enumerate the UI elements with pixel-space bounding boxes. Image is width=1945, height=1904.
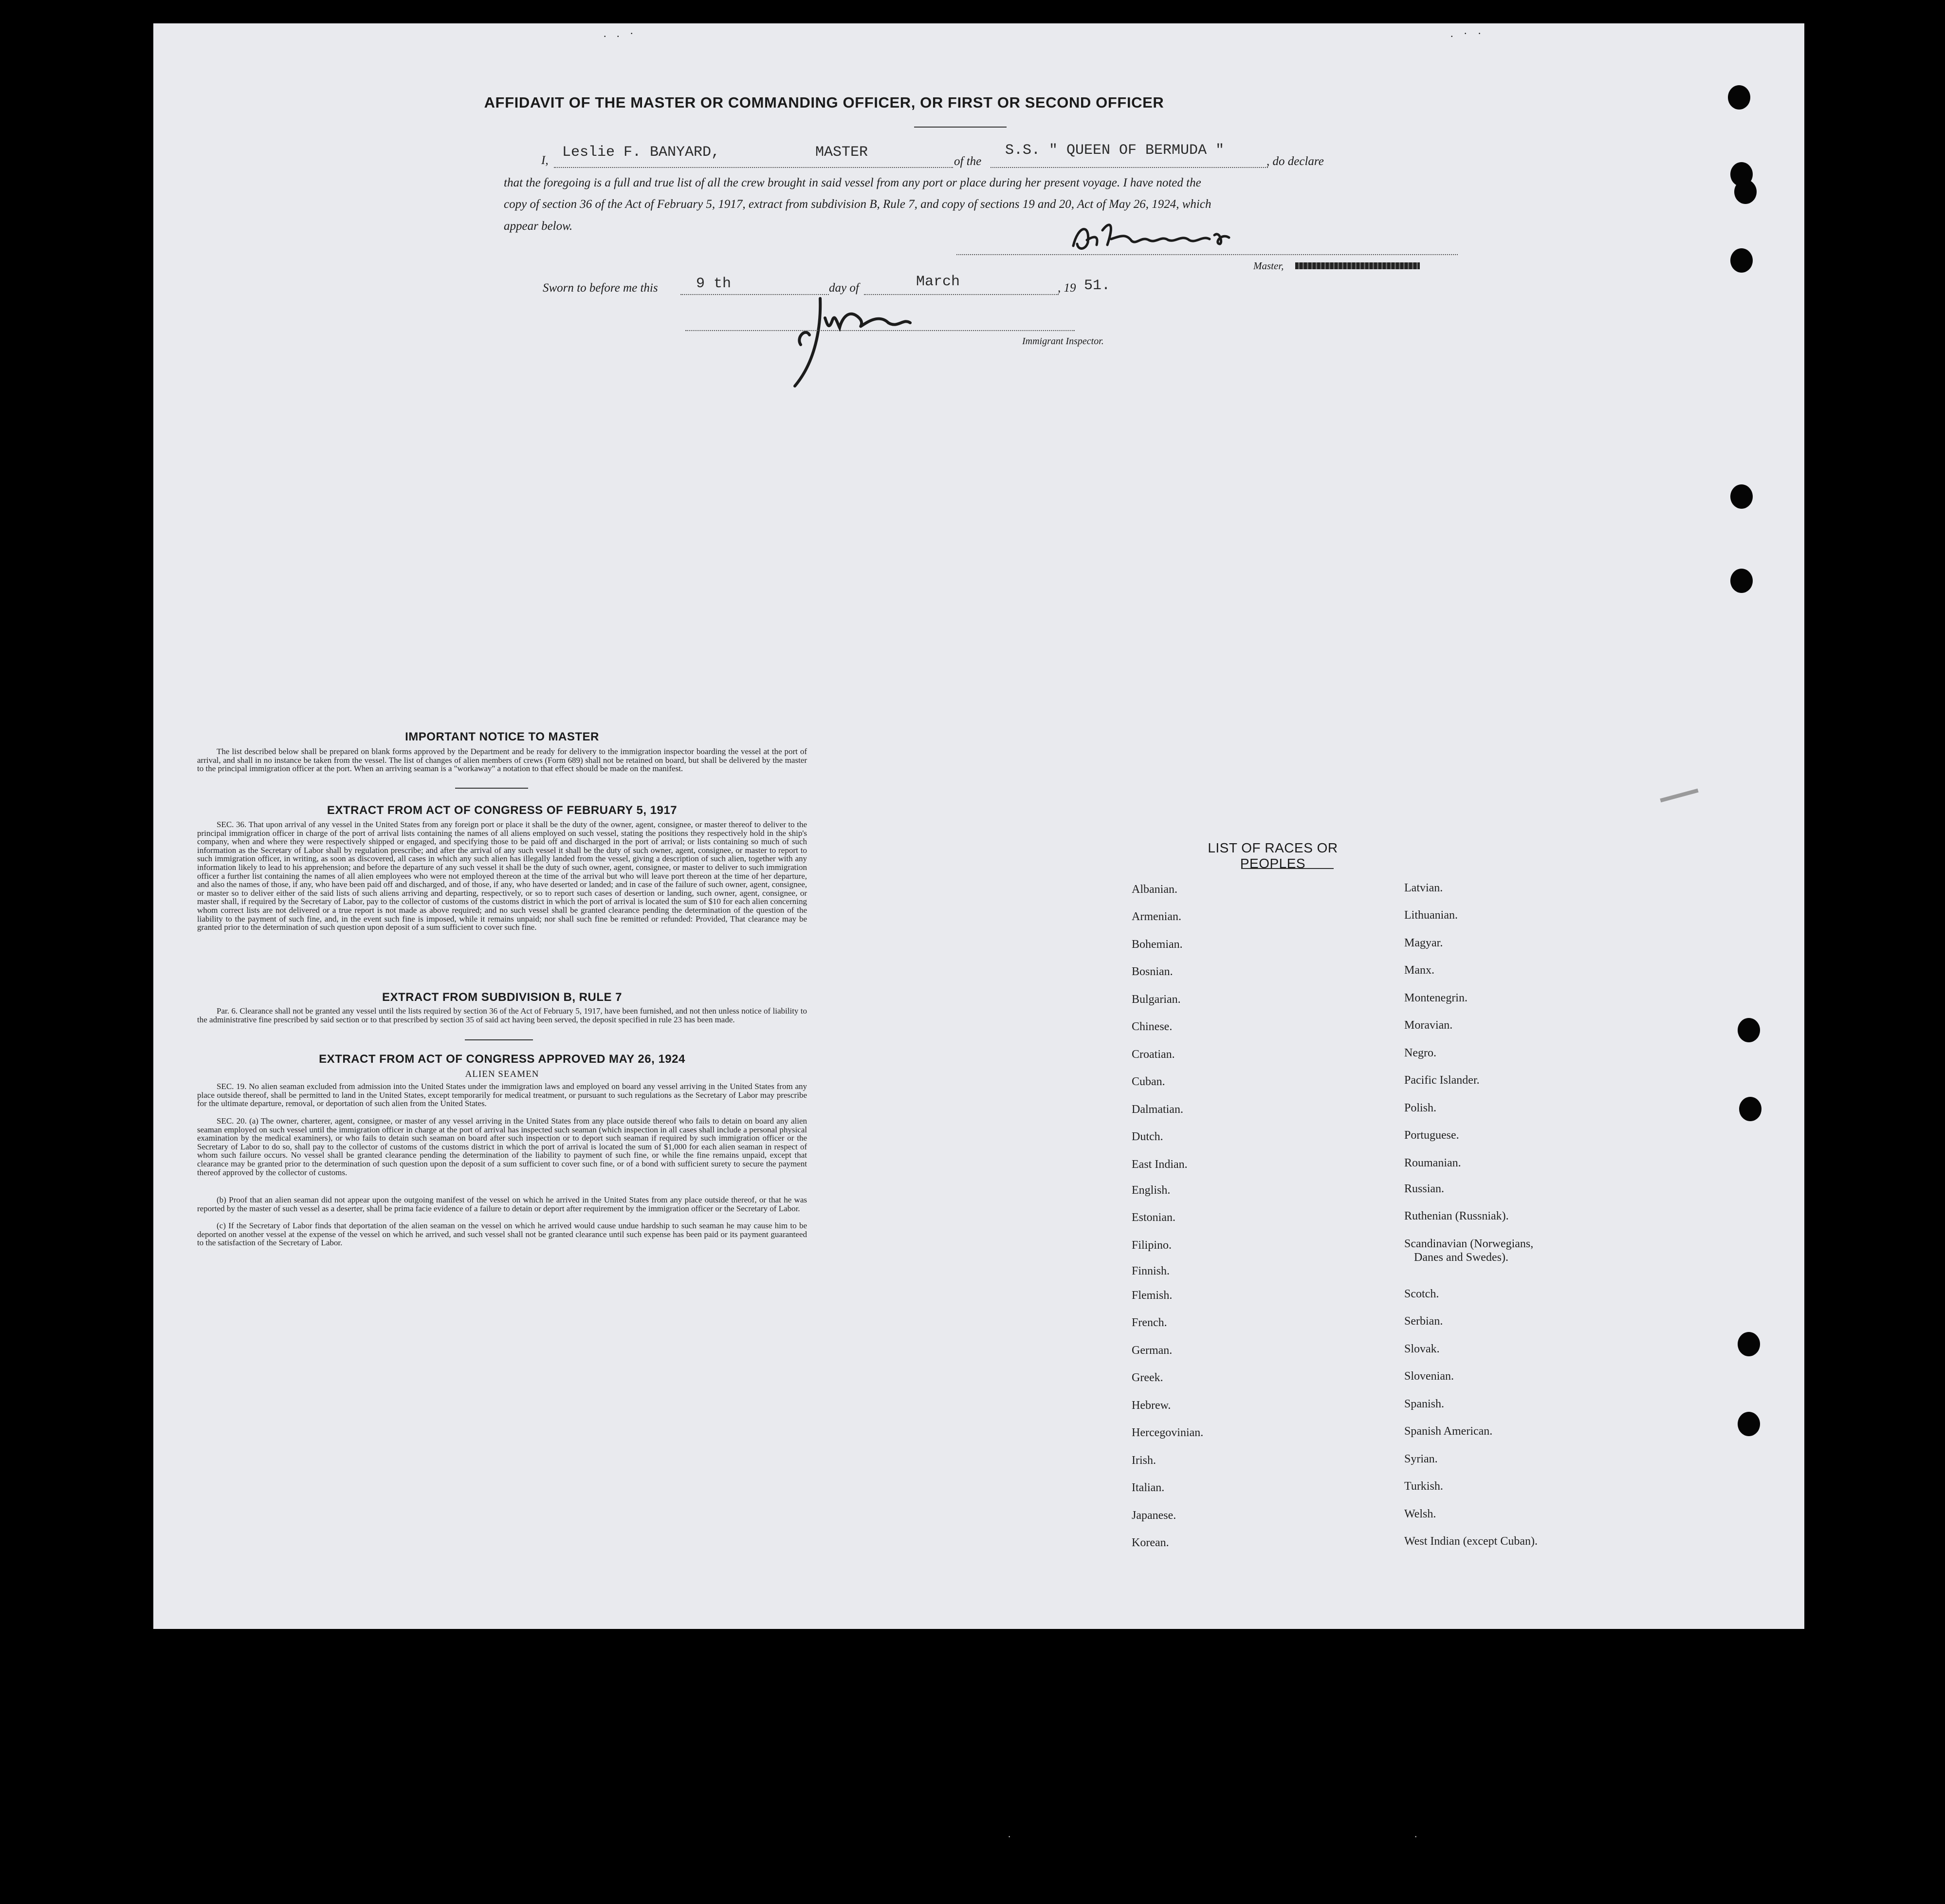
race-item: Roumanian. xyxy=(1404,1157,1461,1169)
race-item: Lithuanian. xyxy=(1404,909,1458,922)
dust-specks: . . · xyxy=(604,27,638,39)
race-item: Scandinavian (Norwegians, xyxy=(1404,1238,1534,1250)
extract-1917-title: EXTRACT FROM ACT OF CONGRESS OF FEBRUARY 5, 1917 xyxy=(327,804,678,817)
sec20a-text: SEC. 20. (a) The owner, charterer, agent, consignee, or master of any vessel arriving in the United States from any place outside thereof who fails to detain on board any alien seaman employed on such vessel until the immigration officer in charge at the port of arrival has inspected such seaman (which inspection in all cases shall include a personal physical examination by the medical examiners), or who fails to detain such seaman on board after such inspection or to deport such seaman if required by such immigration officer or the Secretary of Labor to do so, shall pay to the collector of customs of the customs district in which the port of arrival is located the sum of $1,000 for each alien seaman in respect of whom such failure occurs. No vessel shall be granted clearance pending the determination of the liability to payment of such fine, or while the fine remains unpaid, except that clearance may be granted prior to the determination of such question upon the deposit of a sum sufficient to cover such fine, or of a bond with sufficient surety to secure the payment thereof approved by the collector of customs. xyxy=(197,1116,807,1177)
struck-out-title xyxy=(1295,262,1420,269)
race-item: Greek. xyxy=(1132,1371,1163,1384)
race-item: Armenian. xyxy=(1132,910,1181,923)
race-item: Cuban. xyxy=(1132,1075,1165,1088)
race-item: Turkish. xyxy=(1404,1480,1443,1493)
dust-specks: · xyxy=(1414,1830,1422,1843)
sec20b-text: (b) Proof that an alien seaman did not appear upon the outgoing manifest of the vessel on which he arrived in the United States from any place outside thereof, or that he was reported by the master of such vessel as a deserter, shall be prima facie evidence of a failure to detain or deport after requirement by the immigration officer or the Secretary of Labor. xyxy=(197,1195,807,1213)
race-item: Irish. xyxy=(1132,1454,1156,1467)
race-item: Syrian. xyxy=(1404,1453,1438,1465)
punch-hole xyxy=(1738,1332,1760,1356)
race-item: Danes and Swedes). xyxy=(1414,1251,1508,1264)
race-item: East Indian. xyxy=(1132,1158,1188,1171)
race-item: Filipino. xyxy=(1132,1239,1172,1252)
rule7-rule xyxy=(465,1039,533,1040)
race-item: Italian. xyxy=(1132,1481,1165,1494)
race-item: Montenegrin. xyxy=(1404,992,1468,1004)
race-item: Bosnian. xyxy=(1132,965,1173,978)
sworn-year: 51. xyxy=(1084,277,1111,294)
vessel-line xyxy=(991,167,1268,168)
punch-hole xyxy=(1730,484,1753,509)
race-item: Pacific Islander. xyxy=(1404,1074,1480,1087)
race-item: Hebrew. xyxy=(1132,1399,1171,1412)
scan-smudge xyxy=(1660,789,1698,802)
inspector-caption: Immigrant Inspector. xyxy=(1022,336,1104,347)
notice-text: The list described below shall be prepared on blank forms approved by the Department and be ready for delivery to the immigration inspector boarding the vessel at the port of arrival, and shall in no instance be taken from the vessel. The list of changes of alien members of crews (Form 689) shall not be retained on board, but shall be delivered by the master to the principal immigration officer at the port. When an arriving seaman is a "workaway" a notation to that effect should be made on the manifest. xyxy=(197,747,807,774)
race-item: Slovak. xyxy=(1404,1343,1440,1355)
sec19-text: SEC. 19. No alien seaman excluded from admission into the United States under the immigration laws and employed on board any vessel arriving in the United States from any place outside thereof, shall be permitted to land in the United States, except temporarily for medical treatment, or pursuant to such regulations as the Secretary of Labor may prescribe for the ultimate departure, removal, or deportation of such alien from the United States. xyxy=(197,1082,807,1109)
race-item: Russian. xyxy=(1404,1183,1445,1195)
race-item: Manx. xyxy=(1404,964,1434,977)
sec20c-text: (c) If the Secretary of Labor finds that deportation of the alien seaman on the vessel on which he arrived would cause undue hardship to such seaman he may cause him to be deported on another vessel at the expense of the vessel on which he arrived, and such vessel shall not be granted clearance until such expense has been paid or its payment guaranteed to the satisfaction of the Secretary of Labor. xyxy=(197,1221,807,1248)
extract-1924-title: EXTRACT FROM ACT OF CONGRESS APPROVED MAY 26, 1924 xyxy=(319,1053,685,1066)
race-item: Korean. xyxy=(1132,1536,1169,1549)
race-item: French. xyxy=(1132,1316,1167,1329)
of-the-label: of the xyxy=(954,155,982,168)
day-of-label: day of xyxy=(829,281,859,295)
year-prefix: , 19 xyxy=(1058,281,1076,295)
affidavit-body-line-3: appear below. xyxy=(504,220,573,233)
title-rule xyxy=(914,127,1007,128)
race-item: Flemish. xyxy=(1132,1289,1173,1302)
master-signature-line xyxy=(956,254,1458,255)
punch-hole xyxy=(1739,1097,1762,1121)
race-item: Japanese. xyxy=(1132,1509,1176,1522)
name-line xyxy=(554,167,953,168)
race-item: Spanish. xyxy=(1404,1398,1445,1410)
document-page xyxy=(153,23,1804,1629)
notice-rule xyxy=(455,788,528,789)
punch-hole xyxy=(1728,85,1750,110)
dust-specks: · xyxy=(1008,1830,1015,1843)
races-title-rule xyxy=(1241,868,1334,869)
race-item: Chinese. xyxy=(1132,1020,1173,1033)
punch-hole xyxy=(1738,1412,1760,1436)
race-item: Negro. xyxy=(1404,1047,1436,1059)
race-item: Portuguese. xyxy=(1404,1129,1459,1142)
affidavit-body-line-1: that the foregoing is a full and true list of all the crew brought in said vessel from any port or place during her present voyage. I have noted the xyxy=(504,176,1201,189)
dust-specks: . · · xyxy=(1450,27,1486,39)
punch-hole xyxy=(1734,180,1757,204)
punch-hole xyxy=(1738,1018,1760,1042)
race-item: Serbian. xyxy=(1404,1315,1443,1328)
master-caption: Master, xyxy=(1253,260,1284,272)
master-rank: MASTER xyxy=(815,144,868,161)
rule7-title: EXTRACT FROM SUBDIVISION B, RULE 7 xyxy=(382,991,623,1004)
inspector-signature-line xyxy=(685,330,1075,331)
extract-1917-text: SEC. 36. That upon arrival of any vessel in the United States from any foreign port or place it shall be the duty of the owner, agent, consignee, or master thereof to deliver to the principal immigration officer in charge of the port of arrival lists containing the names of all aliens employed on such vessel, stating the positions they respectively hold in the ship's company, when and where they were respectively shipped or engaged, and specifying those to be paid off and discharged in the port of arrival; or lists containing so much of such information as the Secretary of Labor shall by regulation prescribe; and after the arrival of any such vessel it shall be the duty of such owner, agent, consignee, or master to report to such immigration officer, in writing, as soon as discovered, all cases in which any such alien has illegally landed from the vessel, giving a description of such alien, together with any information likely to lead to his apprehension; and before the departure of any such vessel it shall be the duty of such owner, agent, consignee, or master to deliver to such immigration officer a further list containing the names of all alien employees who were not employed thereon at the time of the arrival but who will leave port thereon at the time of her departure, and also the names of those, if any, who have been paid off and discharged, and of those, if any, who have deserted or landed; and in case of the failure of such owner, agent, consignee, or master so to deliver either of the said lists of such aliens arriving and departing, respectively, or so to report such cases of desertion or landing, such owner, agent, consignee, or master shall, if required by the Secretary of Labor, pay to the collector of customs of the customs district in which the port of arrival is located the sum of $10 for each alien concerning whom correct lists are not delivered or a true report is not made as above required; and no such vessel shall be granted clearance pending the determination of the question of the liability to the payment of such fine, and, in the event such fine is imposed, while it remains unpaid; nor shall such fine be remitted or refunded: Provided, That clearance may be granted prior to the determination of such question upon deposit of a sum sufficient to cover such fine. xyxy=(197,820,807,932)
race-item: Dutch. xyxy=(1132,1130,1163,1143)
race-item: West Indian (except Cuban). xyxy=(1404,1535,1538,1548)
sworn-label: Sworn to before me this xyxy=(543,281,658,295)
master-name: Leslie F. BANYARD, xyxy=(562,144,720,161)
punch-hole xyxy=(1730,569,1753,593)
declare-label: , do declare xyxy=(1266,155,1324,168)
race-item: Ruthenian (Russniak). xyxy=(1404,1210,1509,1222)
race-item: Spanish American. xyxy=(1404,1425,1493,1438)
race-item: Bulgarian. xyxy=(1132,993,1181,1006)
race-item: Albanian. xyxy=(1132,883,1177,896)
races-title: LIST OF RACES OR PEOPLES xyxy=(1208,840,1338,871)
sworn-day: 9 th xyxy=(696,276,732,292)
race-item: Slovenian. xyxy=(1404,1370,1454,1383)
race-item: Croatian. xyxy=(1132,1048,1175,1061)
race-item: Finnish. xyxy=(1132,1265,1170,1277)
master-signature xyxy=(1068,216,1253,259)
extract-1924-subtitle: ALIEN SEAMEN xyxy=(465,1069,539,1079)
race-item: Scotch. xyxy=(1404,1288,1439,1300)
inspector-signature xyxy=(786,289,947,391)
race-item: English. xyxy=(1132,1184,1171,1197)
sworn-month: March xyxy=(916,274,960,290)
punch-hole xyxy=(1730,248,1753,273)
affidavit-body-line-2: copy of section 36 of the Act of February 5, 1917, extract from subdivision B, Rule 7, and copy of sections 19 and 20, Act of May 26, 1924, which xyxy=(504,198,1211,211)
race-item: Welsh. xyxy=(1404,1508,1436,1520)
notice-title: IMPORTANT NOTICE TO MASTER xyxy=(405,730,599,743)
race-item: Estonian. xyxy=(1132,1211,1175,1224)
affidavit-title: AFFIDAVIT OF THE MASTER OR COMMANDING OFFICER, OR FIRST OR SECOND OFFICER xyxy=(484,94,1164,111)
race-item: Moravian. xyxy=(1404,1019,1453,1032)
race-item: Magyar. xyxy=(1404,937,1443,949)
i-label: I, xyxy=(541,154,549,167)
race-item: Latvian. xyxy=(1404,882,1443,894)
race-item: Dalmatian. xyxy=(1132,1103,1183,1116)
rule7-text: Par. 6. Clearance shall not be granted any vessel until the lists required by section 36 of the Act of February 5, 1917, have been furnished, and not then unless notice of liability to the administrative fine prescribed by said section or to that prescribed by section 35 of said act having been served, the deposit specified in rule 23 has been made. xyxy=(197,1006,807,1024)
race-item: Hercegovinian. xyxy=(1132,1426,1204,1439)
vessel-name: S.S. " QUEEN OF BERMUDA " xyxy=(1005,142,1225,159)
race-item: Polish. xyxy=(1404,1102,1437,1114)
race-item: German. xyxy=(1132,1344,1173,1357)
race-item: Bohemian. xyxy=(1132,938,1183,951)
